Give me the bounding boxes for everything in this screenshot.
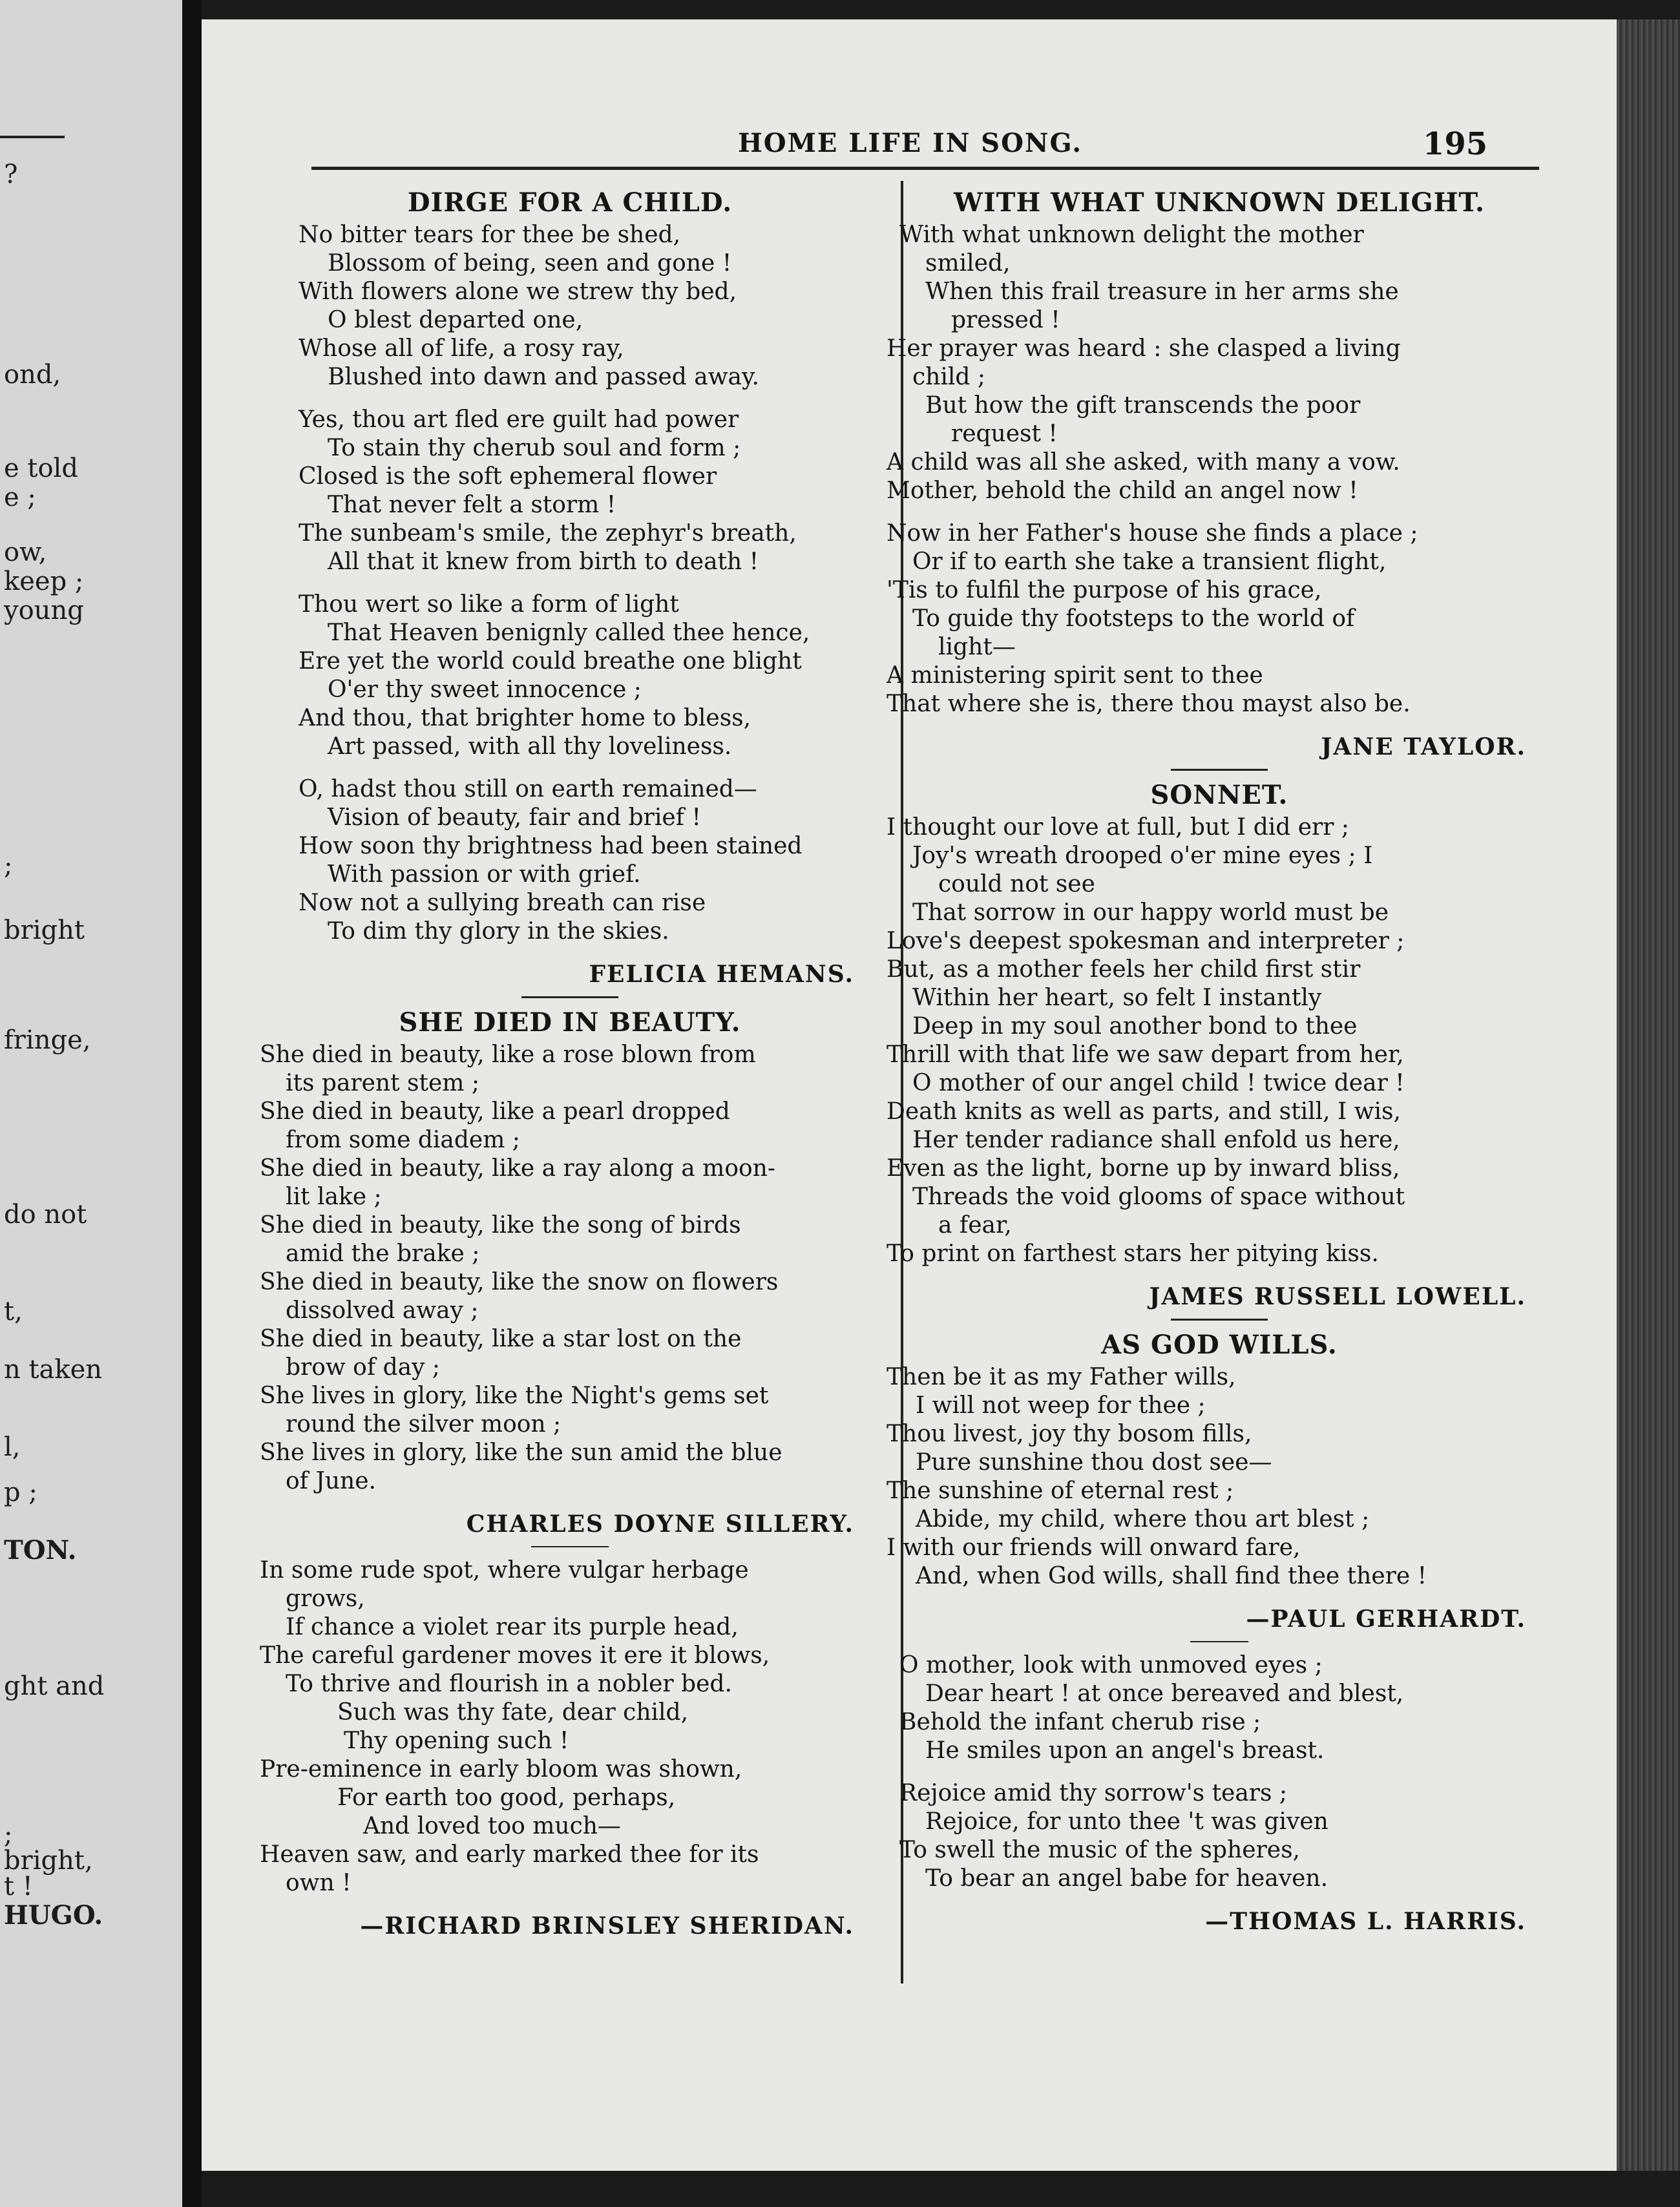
line-continuation: could not see bbox=[938, 871, 1095, 897]
facing-page-text: t, bbox=[4, 1297, 23, 1326]
poem-line bbox=[887, 448, 1552, 477]
facing-page-text: do not bbox=[4, 1200, 87, 1229]
poem-line bbox=[260, 1155, 880, 1211]
poem-line bbox=[887, 477, 1552, 505]
poem-line bbox=[260, 1784, 880, 1812]
poem-line bbox=[260, 1325, 880, 1382]
poem-line: To dim thy glory in the skies. bbox=[328, 918, 669, 945]
poem-line bbox=[887, 1240, 1552, 1268]
poem-line: Whose all of life, a rosy ray, bbox=[299, 335, 624, 362]
poem-line: With passion or with grief. bbox=[328, 861, 641, 888]
poem-line: Now not a sullying breath can rise bbox=[299, 890, 706, 916]
stanza bbox=[887, 519, 1552, 718]
line-continuation: smiled, bbox=[925, 250, 1011, 277]
line-text: Her tender radiance shall enfold us here, bbox=[912, 1127, 1400, 1153]
poem-line bbox=[887, 956, 1552, 984]
stanza bbox=[260, 221, 880, 392]
running-head: HOME LIFE IN SONG. bbox=[738, 128, 1083, 158]
poem-title: AS GOD WILLS. bbox=[1101, 1330, 1338, 1360]
section-separator bbox=[521, 996, 618, 998]
section-separator bbox=[531, 1546, 609, 1547]
poem-title: SHE DIED IN BEAUTY. bbox=[399, 1007, 741, 1038]
poem-line: And, when God wills, shall find thee there ! bbox=[916, 1563, 1427, 1589]
stanza bbox=[260, 591, 880, 761]
facing-page-text: e ; bbox=[4, 483, 36, 512]
poem-line: No bitter tears for thee be shed, bbox=[299, 222, 681, 248]
facing-page-fragment bbox=[0, 0, 182, 2207]
poem-line bbox=[887, 1012, 1552, 1041]
poem-line bbox=[887, 899, 1552, 927]
facing-page-text: t ! bbox=[4, 1872, 33, 1901]
line-text: She died in beauty, like a pearl dropped bbox=[260, 1098, 730, 1125]
facing-page-text: keep ; bbox=[4, 567, 84, 596]
poem-line bbox=[887, 984, 1552, 1012]
poem-line: And thou, that brighter home to bless, bbox=[299, 705, 751, 731]
poem-line: Yes, thou art fled ere guilt had power bbox=[299, 406, 739, 433]
line-text: O mother of our angel child ! twice dear ! bbox=[912, 1070, 1405, 1096]
poem-author: JAMES RUSSELL LOWELL. bbox=[1149, 1283, 1526, 1310]
line-continuation: grows, bbox=[286, 1585, 365, 1612]
poem-line: How soon thy brightness had been stained bbox=[299, 833, 803, 859]
line-text: I thought our love at full, but I did err ; bbox=[887, 814, 1350, 841]
poem-line bbox=[887, 335, 1552, 392]
poem-line bbox=[260, 1812, 880, 1841]
facing-page-text: ? bbox=[4, 160, 18, 189]
poem-line bbox=[887, 662, 1552, 690]
poem-line: I will not weep for thee ; bbox=[916, 1392, 1206, 1419]
line-continuation: light— bbox=[938, 634, 1016, 660]
poem-line: That never felt a storm ! bbox=[328, 492, 616, 518]
poem-line: Rejoice, for unto thee 't was given bbox=[925, 1808, 1328, 1835]
poem-line: O'er thy sweet innocence ; bbox=[328, 676, 642, 703]
poem-title: SONNET. bbox=[1150, 780, 1288, 810]
poem-line: To bear an angel babe for heaven. bbox=[925, 1865, 1328, 1892]
line-continuation: brow of day ; bbox=[286, 1354, 441, 1381]
poem-line: To stain thy cherub soul and form ; bbox=[328, 435, 741, 461]
line-text: She died in beauty, like a star lost on the bbox=[260, 1326, 742, 1352]
facing-page-text: ond, bbox=[4, 360, 61, 390]
line-continuation: dissolved away ; bbox=[286, 1297, 479, 1324]
line-text: To guide thy footsteps to the world of bbox=[912, 605, 1355, 632]
poem-author: —RICHARD BRINSLEY SHERIDAN. bbox=[360, 1912, 854, 1940]
line-continuation: amid the brake ; bbox=[286, 1240, 480, 1267]
poem-line bbox=[260, 1642, 880, 1670]
poem-line: Blossom of being, seen and gone ! bbox=[328, 250, 732, 277]
line-text: She lives in glory, like the Night's gems set bbox=[260, 1383, 769, 1409]
poem-line: Dear heart ! at once bereaved and blest, bbox=[925, 1680, 1404, 1707]
facing-page-text: HUGO. bbox=[4, 1900, 103, 1930]
poem-line: All that it knew from birth to death ! bbox=[328, 549, 759, 575]
book-page bbox=[202, 19, 1617, 2171]
section-separator bbox=[1190, 1641, 1248, 1642]
poem-line: Abide, my child, where thou art blest ; bbox=[916, 1506, 1370, 1532]
poem-line bbox=[887, 1041, 1552, 1069]
stanza bbox=[887, 813, 1552, 1268]
poem-line bbox=[260, 1699, 880, 1727]
line-text: Pre-eminence in early bloom was shown, bbox=[260, 1756, 742, 1783]
line-continuation: own ! bbox=[286, 1870, 352, 1896]
poem-title: DIRGE FOR A CHILD. bbox=[407, 187, 733, 218]
line-text: When this frail treasure in her arms she bbox=[925, 278, 1399, 305]
poem-line bbox=[260, 1755, 880, 1784]
stanza bbox=[887, 1779, 1552, 1893]
line-text: And loved too much— bbox=[363, 1813, 621, 1839]
line-continuation: round the silver moon ; bbox=[286, 1411, 562, 1438]
poem-line bbox=[887, 1126, 1552, 1155]
poem-line: Thou wert so like a form of light bbox=[299, 591, 679, 618]
line-text: Even as the light, borne up by inward bliss, bbox=[887, 1155, 1400, 1182]
line-continuation: child ; bbox=[912, 364, 985, 390]
line-text: Her prayer was heard : she clasped a living bbox=[887, 335, 1401, 362]
line-continuation: request ! bbox=[951, 421, 1058, 447]
line-text: Threads the void glooms of space without bbox=[912, 1184, 1405, 1210]
poem-line: Blushed into dawn and passed away. bbox=[328, 364, 759, 390]
line-text: Joy's wreath drooped o'er mine eyes ; I bbox=[912, 842, 1373, 869]
line-text: With what unknown delight the mother bbox=[899, 222, 1364, 248]
line-text: In some rude spot, where vulgar herbage bbox=[260, 1557, 749, 1584]
line-continuation: lit lake ; bbox=[286, 1184, 382, 1210]
line-continuation: from some diadem ; bbox=[286, 1127, 520, 1153]
line-text: She died in beauty, like the song of birds bbox=[260, 1212, 741, 1239]
line-text: For earth too good, perhaps, bbox=[337, 1784, 676, 1811]
poem-line: The sunbeam's smile, the zephyr's breath, bbox=[299, 520, 797, 547]
line-text: Thy opening such ! bbox=[344, 1728, 569, 1754]
line-continuation: its parent stem ; bbox=[286, 1070, 479, 1096]
poem-line bbox=[887, 278, 1552, 335]
poem-line bbox=[887, 576, 1552, 605]
left-column bbox=[260, 187, 880, 1947]
line-text: Within her heart, so felt I instantly bbox=[912, 985, 1322, 1011]
facing-page-text: l, bbox=[4, 1432, 21, 1462]
poem-line: Thou livest, joy thy bosom fills, bbox=[887, 1421, 1252, 1447]
poem-line bbox=[260, 1268, 880, 1325]
line-text: But, as a mother feels her child first stir bbox=[887, 956, 1361, 983]
line-text: 'Tis to fulfil the purpose of his grace, bbox=[887, 577, 1322, 603]
line-text: Love's deepest spokesman and interpreter ; bbox=[887, 928, 1405, 954]
header-rule bbox=[311, 167, 1539, 170]
poem-line bbox=[260, 1382, 880, 1439]
facing-page-text: fringe, bbox=[4, 1025, 91, 1055]
poem-line bbox=[260, 1211, 880, 1268]
poem-line bbox=[887, 548, 1552, 576]
poem-line: That Heaven benignly called thee hence, bbox=[328, 620, 810, 646]
facing-page-text: n taken bbox=[4, 1355, 103, 1385]
poem-line bbox=[260, 1439, 880, 1496]
page-number: 195 bbox=[1423, 126, 1488, 162]
poem-line bbox=[260, 1556, 880, 1613]
line-text: Death knits as well as parts, and still, I wis, bbox=[887, 1098, 1401, 1125]
poem-line bbox=[260, 1670, 880, 1699]
poem-line: Then be it as my Father wills, bbox=[887, 1364, 1236, 1390]
poem-line bbox=[260, 1613, 880, 1642]
stanza bbox=[887, 221, 1552, 505]
stanza bbox=[260, 1556, 880, 1898]
line-text: To thrive and flourish in a nobler bed. bbox=[286, 1671, 732, 1697]
line-text: If chance a violet rear its purple head, bbox=[286, 1614, 739, 1640]
poem-title: WITH WHAT UNKNOWN DELIGHT. bbox=[954, 187, 1485, 218]
facing-page-text: e told bbox=[4, 454, 78, 483]
facing-page-text: ght and bbox=[4, 1671, 105, 1701]
poem-author: —PAUL GERHARDT. bbox=[1246, 1606, 1526, 1633]
poem-line bbox=[260, 1727, 880, 1755]
line-text: She died in beauty, like a ray along a moon- bbox=[260, 1155, 776, 1182]
poem-line bbox=[887, 1098, 1552, 1126]
poem-line bbox=[887, 1183, 1552, 1240]
section-separator bbox=[1171, 1319, 1268, 1321]
poem-line bbox=[887, 605, 1552, 662]
facing-page-text: bright, bbox=[4, 1846, 93, 1876]
poem-line bbox=[260, 1098, 880, 1155]
facing-page-text: ; bbox=[4, 1820, 13, 1850]
line-text: That where she is, there thou mayst also be. bbox=[887, 691, 1411, 717]
stanza bbox=[260, 406, 880, 576]
poem-author: —THOMAS L. HARRIS. bbox=[1205, 1908, 1526, 1935]
book-gutter bbox=[182, 0, 202, 2207]
facing-page-text: young bbox=[4, 596, 84, 625]
facing-page-text: bright bbox=[4, 915, 85, 945]
facing-page-rule bbox=[0, 136, 65, 138]
poem-line bbox=[887, 690, 1552, 718]
line-text: Heaven saw, and early marked thee for its bbox=[260, 1841, 759, 1868]
poem-line: Rejoice amid thy sorrow's tears ; bbox=[899, 1780, 1288, 1806]
poem-line: To swell the music of the spheres, bbox=[899, 1837, 1300, 1863]
line-text: Now in her Father's house she finds a place ; bbox=[887, 520, 1418, 547]
poem-line: The sunshine of eternal rest ; bbox=[887, 1478, 1234, 1504]
line-continuation: of June. bbox=[286, 1468, 376, 1494]
line-text: That sorrow in our happy world must be bbox=[912, 899, 1389, 926]
poem-line bbox=[887, 927, 1552, 956]
poem-line: Behold the infant cherub rise ; bbox=[899, 1709, 1261, 1735]
section-separator bbox=[1171, 769, 1268, 771]
facing-page-text: ow, bbox=[4, 538, 47, 567]
poem-author: JANE TAYLOR. bbox=[1321, 733, 1526, 760]
line-text: A ministering spirit sent to thee bbox=[887, 662, 1263, 689]
facing-page-text: TON. bbox=[4, 1535, 77, 1565]
line-text: Deep in my soul another bond to thee bbox=[912, 1013, 1358, 1040]
line-text: To print on farthest stars her pitying kiss. bbox=[887, 1240, 1379, 1267]
stanza bbox=[260, 1041, 880, 1496]
line-text: Mother, behold the child an angel now ! bbox=[887, 477, 1358, 504]
right-column bbox=[887, 187, 1552, 1942]
line-text: But how the gift transcends the poor bbox=[925, 392, 1361, 419]
stanza bbox=[887, 1651, 1552, 1765]
poem-line: Vision of beauty, fair and brief ! bbox=[328, 804, 701, 831]
poem-line: O, hadst thou still on earth remained— bbox=[299, 776, 757, 802]
poem-line: Pure sunshine thou dost see— bbox=[916, 1449, 1272, 1476]
facing-page-text: ; bbox=[4, 851, 13, 881]
poem-line: O mother, look with unmoved eyes ; bbox=[899, 1652, 1323, 1679]
poem-line bbox=[887, 1155, 1552, 1183]
line-continuation: a fear, bbox=[938, 1212, 1012, 1239]
poem-author: CHARLES DOYNE SILLERY. bbox=[466, 1511, 854, 1538]
poem-author: FELICIA HEMANS. bbox=[589, 961, 854, 988]
line-text: She died in beauty, like a rose blown from bbox=[260, 1041, 756, 1068]
poem-line bbox=[887, 813, 1552, 842]
stanza bbox=[260, 775, 880, 946]
stanza bbox=[887, 1363, 1552, 1591]
poem-line bbox=[887, 842, 1552, 899]
poem-line: Closed is the soft ephemeral flower bbox=[299, 463, 717, 490]
poem-line bbox=[887, 392, 1552, 448]
line-text: A child was all she asked, with many a vow. bbox=[887, 449, 1400, 476]
poem-line: I with our friends will onward fare, bbox=[887, 1534, 1301, 1561]
poem-line bbox=[887, 221, 1552, 278]
line-text: She lives in glory, like the sun amid the blue bbox=[260, 1439, 782, 1466]
line-text: Or if to earth she take a transient flight, bbox=[912, 549, 1387, 575]
poem-line: O blest departed one, bbox=[328, 307, 583, 333]
poem-line: Art passed, with all thy loveliness. bbox=[328, 733, 732, 760]
line-text: The careful gardener moves it ere it blows, bbox=[260, 1642, 770, 1669]
poem-line bbox=[887, 1069, 1552, 1098]
line-continuation: pressed ! bbox=[951, 307, 1060, 333]
poem-line: With flowers alone we strew thy bed, bbox=[299, 278, 737, 305]
page-edges bbox=[1617, 19, 1680, 2171]
poem-line bbox=[887, 519, 1552, 548]
facing-page-text: p ; bbox=[4, 1478, 37, 1507]
poem-line bbox=[260, 1841, 880, 1898]
line-text: Thrill with that life we saw depart from her, bbox=[887, 1041, 1404, 1068]
line-text: Such was thy fate, dear child, bbox=[337, 1699, 689, 1726]
poem-line: He smiles upon an angel's breast. bbox=[925, 1737, 1325, 1764]
line-text: She died in beauty, like the snow on flowers bbox=[260, 1269, 779, 1295]
poem-line: Ere yet the world could breathe one blight bbox=[299, 648, 802, 675]
poem-line bbox=[260, 1041, 880, 1098]
